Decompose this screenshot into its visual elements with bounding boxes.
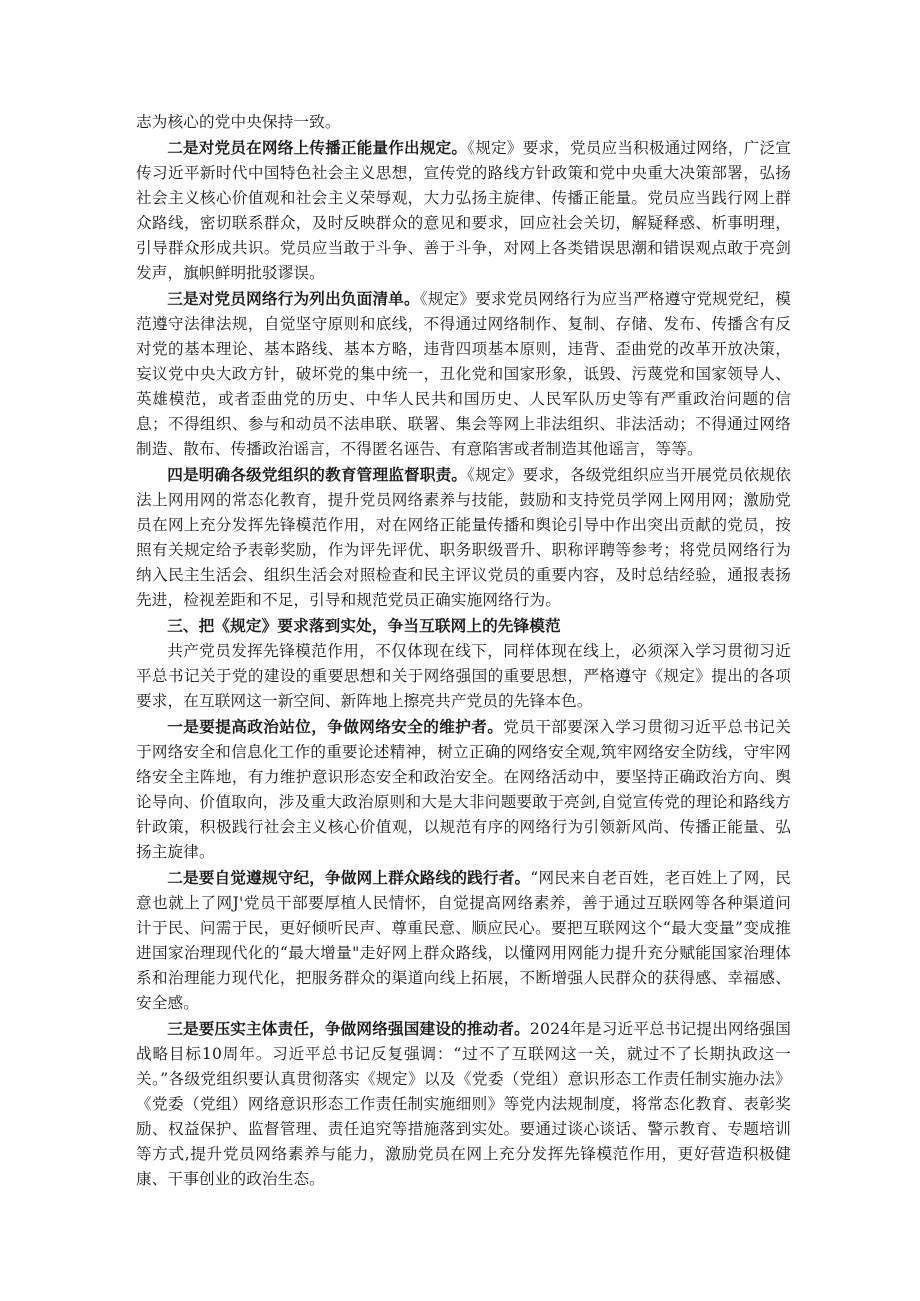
paragraph-text: 共产党员发挥先锋模范作用，不仅体现在线下，同样体现在线上，必须深入学习贯彻习近平总书记关于党的建设的重要思想和关于网络强国的重要思想，严格遵守《规定》提出的各项要求，在互联网这一新空间、新阵地上擦亮共产党员的先锋本色。 [136, 642, 791, 710]
paragraph-continuation [136, 110, 791, 135]
paragraph-lead: 一是要提高政治站位，争做网络安全的维护者。 [167, 717, 504, 736]
paragraph-lead: 四是明确各级党组织的教育管理监督职责。 [167, 465, 468, 484]
paragraph-text: 2024年是习近平总书记提出网络强国战略目标10周年。习近平总书记反复强调：“过不了互联网这一关，就过不了长期执政这一关。”各级党组织要认真贯彻落实《规定》以及《党委（党组）意识形态工作责任制实施办法》《党委（党组）网络意识形态工作责任制实施细则》等党内法规制度，将常态化教育、表彰奖励、权益保护、监督管理、责任追究等措施落到实处。要通过谈心谈话、警示教育、专题培训等方式,提升党员网络素养与能力，激励党员在网上充分发挥先锋模范作用，更好营造积极健康、干事创业的政治生态。 [136, 1020, 791, 1188]
section-heading-text: 三、把《规定》要求落到实处，争当互联网上的先锋模范 [167, 616, 561, 635]
paragraph-point-2 [136, 135, 791, 286]
paragraph-text: 《规定》要求，党员应当积极通过网络，广泛宣传习近平新时代中国特色社会主义思想，宣传党的路线方针政策和党中央重大决策部署，弘扬社会主义核心价值观和社会主义荣辱观，大力弘扬主旋律、传播正能量。党员应当践行网上群众路线，密切联系群众，及时反映群众的意见和要求，回应社会关切，解疑释惑、析事明理，引导群众形成共识。党员应当敢于斗争、善于斗争，对网上各类错误思潮和错误观点敢于亮剑发声，旗帜鲜明批驳谬误。 [136, 139, 791, 282]
section-heading [136, 613, 791, 639]
paragraph-lead: 二是要自觉遵规守纪，争做网上群众路线的践行者。 [167, 868, 531, 887]
paragraph-text: 志为核心的党中央保持一致。 [136, 113, 341, 131]
paragraph-lead: 三是对党员网络行为列出负面清单。 [167, 289, 420, 308]
paragraph-text: “网民来自老百姓，老百姓上了网，民意也就上了网J'党员干部要厚植人民情怀，自觉提高网络素养，善于通过互联网等各种渠道问计于民、问需于民，更好倾听民声、尊重民意、顺应民心。要把互联网这个“最大变量”变成推进国家治理现代化的“最大增量"走好网上群众路线，以懂网用网能力提升充分赋能国家治理体系和治理能力现代化，把服务群众的渠道向线上拓展，不断增强人民群众的获得感、幸福感、安全感。 [136, 869, 791, 1012]
paragraph-text: 《规定》要求，各级党组织应当开展党员依规依法上网用网的常态化教育，提升党员网络素养与技能，鼓励和支持党员学网上网用网；激励党员在网上充分发挥先锋模范作用，对在网络正能量传播和舆论引导中作出突出贡献的党员，按照有关规定给予表彰奖励，作为评先评优、职务职级晋升、职称评聘等参考；将党员网络行为纳入民主生活会、组织生活会对照检查和民主评议党员的重要内容，及时总结经验，通报表扬先进，检视差距和不足，引导和规范党员正确实施网络行为。 [136, 466, 791, 609]
paragraph-lead: 三是要压实主体责任，争做网络强国建设的推动者。 [167, 1019, 530, 1038]
paragraph-measure-1 [136, 714, 791, 865]
paragraph-text: 《规定》要求党员网络行为应当严格遵守党规党纪，模范遵守法律法规，自觉坚守原则和底线，不得通过网络制作、复制、存储、发布、传播含有反对党的基本理论、基本路线、基本方略，违背四项基本原则，违背、歪曲党的改革开放决策，妄议党中央大政方针，破坏党的集中统一，丑化党和国家形象，诋毁、污蔑党和国家领导人、英雄模范，或者歪曲党的历史、中华人民共和国历史、人民军队历史等有严重政治问题的信息；不得组织、参与和动员不法串联、联署、集会等网上非法组织、非法活动；不得通过网络制造、散布、传播政治谣言，不得匿名诬告、有意陷害或者制造其他谣言，等等。 [136, 290, 791, 458]
paragraph-point-3 [136, 286, 791, 462]
paragraph-text: 党员干部要深入学习贯彻习近平总书记关于网络安全和信息化工作的重要论述精神，树立正确的网络安全观,筑牢网络安全防线，守牢网络安全主阵地，有力维护意识形态安全和政治安全。在网络活动中，要坚持正确政治方向、舆论导向、价值取向，涉及重大政治原则和大是大非问题要敢于亮剑,自觉宣传党的理论和路线方针政策，积极践行社会主义核心价值观，以规范有序的网络行为引领新风尚、传播正能量、弘扬主旋律。 [136, 718, 792, 861]
paragraph-intro [136, 639, 791, 714]
paragraph-lead: 二是对党员在网络上传播正能量作出规定。 [167, 138, 468, 157]
paragraph-measure-2 [136, 865, 791, 1016]
paragraph-point-4 [136, 462, 791, 613]
document-page [136, 110, 791, 1192]
paragraph-measure-3 [136, 1016, 791, 1192]
